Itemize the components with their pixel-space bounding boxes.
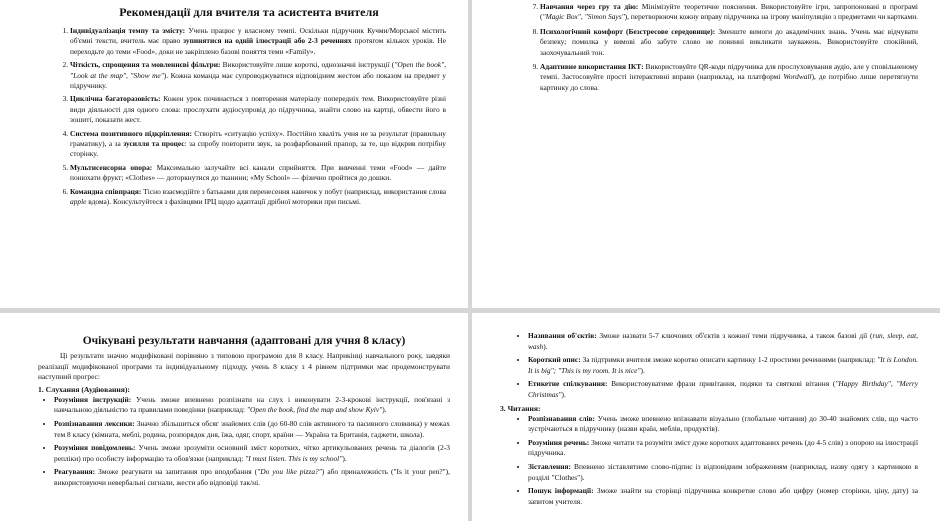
list-item: • Короткий опис: За підтримки вчителя зможе коротко описати картинку 1-2 простими реченнями (наприклад: "It is London. It is big"; "This is my room. It is nice"). bbox=[528, 355, 918, 376]
intro-paragraph: Ці результати значно модифіковані порівняно з типовою програмою для 8 класу. Наприкінці навчального року, завдяки реалізації модифікованої програми та індивідуальному підходу, учень 8 класу з 4 рівнем підтримки має продемонструвати наступний прогрес: bbox=[38, 351, 450, 382]
document-page-4 bbox=[472, 313, 940, 521]
list-item: 9. Адаптивне використання ІКТ: Використовуйте QR-коди підручника для прослуховування аудіо, але у сповільненому темпі. Застосовуйте прості інтерактивні вправи (наприклад, на платформі Wordwall), де потрібно лише перетягнути картинку до слова. bbox=[540, 62, 918, 93]
listening-outcomes-list bbox=[38, 395, 450, 489]
list-item: • Розуміння повідомлень: Учень зможе зрозуміти основний зміст коротких, чітко артикульованих речень та діалогів (2-3 репліки) про особисту інформацію та обов'язки (наприклад: "I must listen. This is my school"). bbox=[54, 443, 450, 464]
list-item: • Називання об'єктів: Зможе назвати 5-7 ключових об'єктів з кожної теми підручника, а також базові дії (run, sleep, eat, wash). bbox=[528, 331, 918, 352]
list-item: • Реагування: Зможе реагувати на запитання про вподобання ("Do you like pizza?") або приналежність ("Is it your pen?"), використовуючи невербальні сигнали, жести або відповіді так/ні. bbox=[54, 467, 450, 488]
list-item: 6. Командна співпраця: Тісно взаємодійте з батьками для перенесення навичок у побут (наприклад, використання слова apple вдома). Консультуйтеся з фахівцями ІРЦ щодо адаптації дрібної моторики при письмі. bbox=[70, 187, 446, 208]
page-title: Рекомендації для вчителя та асистента вчителя bbox=[119, 5, 379, 19]
reading-outcomes-list bbox=[512, 414, 918, 508]
list-item: • Розуміння речень: Зможе читати та розуміти зміст дуже коротких адаптованих речень (до 4-5 слів) з опорою на ілюстрації підручника. bbox=[528, 438, 918, 459]
list-item: • Розпізнавання слів: Учень зможе впевнено впізнавати візуально (глобальне читання) до 30-40 знайомих слів, що часто зустрічаються в підручнику (назви країн, меблів, продуктів). bbox=[528, 414, 918, 435]
list-item: • Етикетне спілкування: Використовуватиме фрази привітання, подяки та святкові вітання ("Happy Birthday", "Merry Christmas"). bbox=[528, 379, 918, 400]
section-title: Очікувані результати навчання (адаптовані для учня 8 класу) bbox=[82, 335, 406, 347]
list-item: 7. Навчання через гру та дію: Мінімізуйте теоретичне пояснення. Використовуйте ігри, запропоновані в програмі ("Magic Box", "Simon Says"), перетворюючи кожну вправу підручника на ігрову маніпуляцію з предметами чи картками. bbox=[540, 2, 918, 23]
document-page-1 bbox=[0, 0, 468, 308]
list-item: • Розпізнавання лексики: Значно збільшиться обсяг знайомих слів (до 60-80 слів активного та пасивного словника) у межах тем 8 класу (кімната, меблі, родина, розпорядок дня, їжа, одяг, спорт, країни — Україна та Британія, гаджети, школа). bbox=[54, 419, 450, 440]
list-item: • Пошук інформації: Зможе знайти на сторінці підручника конкретне слово або цифру (номер сторінки, ціну, дату) за запитом учителя. bbox=[528, 486, 918, 507]
list-item: 3. Циклічна багаторазовість: Кожен урок починається з повторення матеріалу попередніх тем. Використовуйте різні види діяльності для одного слова: прослухати аудіосупровід до підручника, знайти слово на картці, обвести його в зошиті, показати жест. bbox=[70, 94, 446, 125]
list-item: 2. Чіткість, спрощення та мовленнєві фільтри: Використовуйте лише короткі, однозначні інструкції ("Open the book", "Look at the map", "Show me"). Кожна команда має супроводжуватися відповідним жестом або показом на предмет у підручнику. bbox=[70, 60, 446, 91]
list-item: 8. Психологічний комфорт (Безстресове середовище): Зменште вимоги до академічних знань. Учень має відчувати безпеку; помилка у вимові або забуте слово не повинні викликати зауважень. Використовуйте спокійний, заохочувальний тон. bbox=[540, 27, 918, 58]
list-item: • Розуміння інструкцій: Учень зможе впевнено розпізнати на слух і виконувати 2-3-крокові інструкції, пов'язані з навчальною діяльністю та правилами поведінки (наприклад: "Open the book, find the map and show Kyiv"). bbox=[54, 395, 450, 416]
recommendations-list-continued bbox=[522, 2, 918, 93]
document-page-2 bbox=[472, 0, 940, 308]
speaking-outcomes-list bbox=[512, 331, 918, 401]
document-page-3 bbox=[0, 313, 468, 521]
section-heading-listening: 1. Слухання (Аудіювання): bbox=[38, 384, 130, 394]
list-item: 5. Мультисенсорна опора: Максимально залучайте всі канали сприйняття. При вивченні теми «Food» — дайте понюхати фрукт; «Clothes» — доторкнутися до тканини; «My School» — фізично пройтися до дошки. bbox=[70, 163, 446, 184]
section-heading-reading: 3. Читання: bbox=[500, 403, 541, 413]
list-item: • Зіставлення: Впевнено зіставлятиме слово-підпис із відповідним зображенням (наприклад, назву одягу з картинкою в розділі "Clothes"). bbox=[528, 462, 918, 483]
list-item: 1. Індивідуалізація темпу та змісту: Учень працює у власному темпі. Оскільки підручник Кучми/Морської містить об'ємні тексти, вчитель має право зупинятися на одній ілюстрації або 2-3 реченнях протягом кількох уроків. Не переходьте до теми «Food», доки не закріплено базові поняття теми «Family». bbox=[70, 26, 446, 57]
recommendations-list bbox=[52, 26, 446, 208]
list-item: 4. Система позитивного підкріплення: Створіть «ситуацію успіху». Постійно хваліть учня не за результат (правильну граматику), а за зусилля та процес: за спробу повторити звук, за розфарбований прапор, за те, що відкрив потрібну сторінку. bbox=[70, 129, 446, 160]
